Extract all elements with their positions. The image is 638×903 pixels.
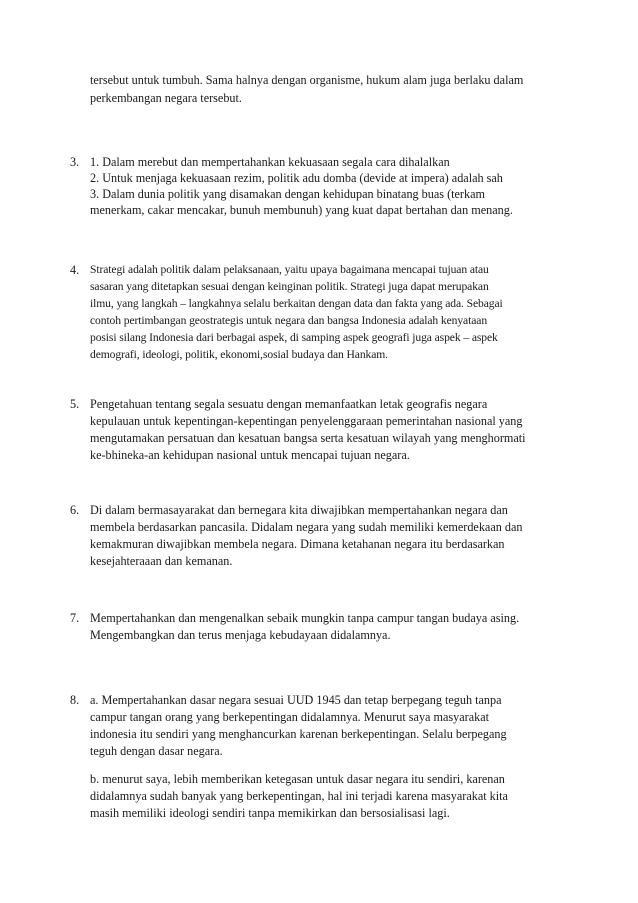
item-line: ilmu, yang langkah – langkahnya selalu berkaitan dengan data dan fakta yang ada. Sebagai (90, 297, 503, 310)
item-line: mengutamakan persatuan dan kesatuan bangsa serta kesatuan wilayah yang menghormati (90, 431, 526, 445)
item-line: menerkam, cakar mencakar, bunuh membunuh) yang kuat dapat bertahan dan menang. (90, 203, 513, 217)
item-line: kepulauan untuk kepentingan-kepentingan penyelenggaraan pemerintahan nasional yang (90, 414, 523, 428)
item-line: membela berdasarkan pancasila. Didalam negara yang sudah memiliki kemerdekaan dan (90, 520, 523, 534)
item-line: teguh dengan dasar negara. (90, 744, 223, 758)
item-line: didalamnya sudah banyak yang berkepentingan, hal ini terjadi karena masyarakat kita (90, 789, 508, 803)
item-number: 5. (70, 397, 80, 411)
item-number: 3. (70, 155, 80, 169)
item-line: kemakmuran diwajibkan membela negara. Dimana ketahanan negara itu berdasarkan (90, 537, 505, 551)
item-line: 1. Dalam merebut dan mempertahankan kekuasaan segala cara dihalalkan (90, 155, 450, 169)
item-line: Mempertahankan dan mengenalkan sebaik mungkin tanpa campur tangan budaya asing. (90, 611, 520, 625)
item-line: ke-bhineka-an kehidupan nasional untuk mencapai tujuan negara. (90, 448, 410, 462)
item-line: masih memiliki ideologi sendiri tanpa memikirkan dan bersosialisasi lagi. (90, 806, 450, 820)
item-line: posisi silang Indonesia dari berbagai aspek, di samping aspek geografi juga aspek – aspek (90, 331, 498, 344)
item-line: indonesia itu sendiri yang menghancurkan karenan berkepentingan. Selalu berpegang (90, 727, 507, 741)
intro-line: perkembangan negara tersebut. (90, 91, 242, 105)
item-number: 7. (70, 611, 80, 625)
item-number: 4. (70, 263, 80, 277)
item-line: b. menurut saya, lebih memberikan ketegasan untuk dasar negara itu sendiri, karenan (90, 772, 505, 786)
item-line: campur tangan orang yang berkepentingan didalamnya. Menurut saya masyarakat (90, 710, 489, 724)
item-number: 6. (70, 503, 80, 517)
item-line: 3. Dalam dunia politik yang disamakan dengan kehidupan binatang buas (terkam (90, 187, 485, 201)
item-line: Di dalam bermasayarakat dan bernegara kita diwajibkan mempertahankan negara dan (90, 503, 508, 517)
item-line: 2. Untuk menjaga kekuasaan rezim, politik adu domba (devide at impera) adalah sah (90, 171, 503, 185)
item-line: Strategi adalah politik dalam pelaksanaan, yaitu upaya bagaimana mencapai tujuan atau (90, 263, 489, 276)
item-number: 8. (70, 693, 80, 707)
item-line: sasaran yang ditetapkan sesuai dengan keinginan politik. Strategi juga dapat merupakan (90, 280, 489, 293)
item-line: contoh pertimbangan geostrategis untuk negara dan bangsa Indonesia adalah kenyataan (90, 314, 488, 327)
item-line: Mengembangkan dan terus menjaga kebudayaan didalamnya. (90, 628, 391, 642)
item-line: demografi, ideologi, politik, ekonomi,sosial budaya dan Hankam. (90, 348, 388, 361)
item-line: kesejahteraaan dan kemanan. (90, 554, 233, 568)
item-line: a. Mempertahankan dasar negara sesuai UUD 1945 dan tetap berpegang teguh tanpa (90, 693, 502, 707)
item-line: Pengetahuan tentang segala sesuatu dengan memanfaatkan letak geografis negara (90, 397, 488, 411)
intro-line: tersebut untuk tumbuh. Sama halnya dengan organisme, hukum alam juga berlaku dalam (90, 73, 524, 87)
